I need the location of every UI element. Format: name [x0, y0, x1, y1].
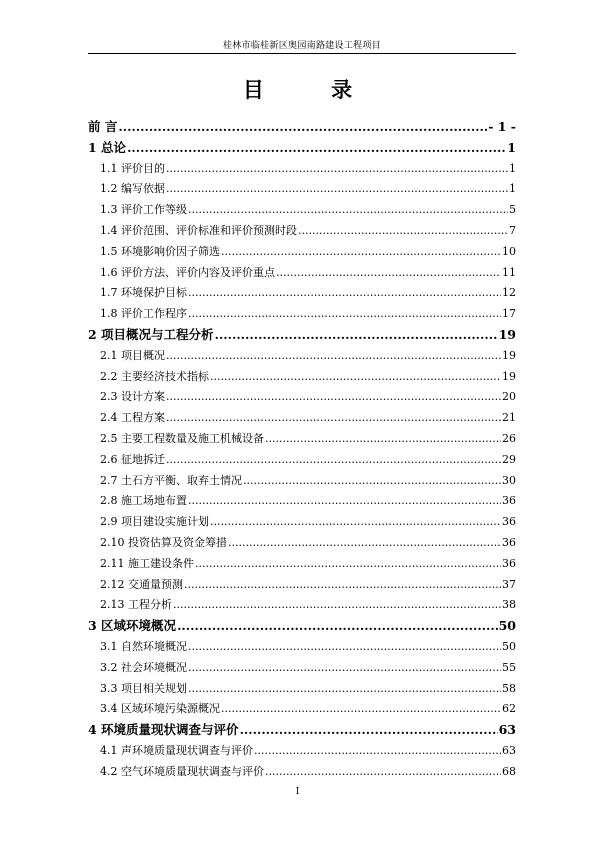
page-title: 目 录 — [242, 77, 383, 102]
toc-entry[interactable] — [88, 179, 516, 200]
toc-entry-title: 2 项目概况与工程分析 — [88, 326, 214, 342]
toc-entry-page: 1 — [509, 182, 516, 196]
toc-leader-dots — [210, 512, 501, 533]
toc-leader-dots — [188, 679, 501, 700]
toc-entry-page: 20 — [502, 390, 516, 404]
toc-entry[interactable] — [88, 554, 516, 575]
toc-entry[interactable] — [88, 263, 516, 284]
toc-leader-dots — [166, 179, 508, 200]
toc-entry-page: 68 — [502, 764, 516, 778]
toc-entry-page: 50 — [498, 618, 516, 634]
toc-entry[interactable] — [88, 346, 516, 367]
page-number: I — [295, 787, 300, 797]
toc-leader-dots — [177, 616, 498, 637]
toc-entry-page: 19 — [502, 369, 516, 383]
toc-entry-page: 29 — [502, 452, 516, 466]
toc-entry[interactable] — [88, 741, 516, 762]
toc-entry-title: 3 区域环境概况 — [88, 618, 177, 634]
toc-entry[interactable] — [88, 575, 516, 596]
toc-entry[interactable] — [88, 637, 516, 658]
toc-leader-dots — [265, 429, 501, 450]
toc-entry-title: 2.7 土石方平衡、取弃土情况 — [100, 473, 242, 487]
toc-entry[interactable] — [88, 699, 516, 720]
toc-entry[interactable] — [88, 491, 516, 512]
toc-entry-title: 1.4 评价范围、评价标准和评价预测时段 — [100, 223, 297, 237]
toc-entry-page: 11 — [502, 265, 516, 279]
toc-entry[interactable] — [88, 616, 516, 637]
toc-entry-page: 7 — [509, 223, 516, 237]
toc-leader-dots — [221, 699, 501, 720]
toc-entry-title: 1.1 评价目的 — [100, 161, 165, 175]
toc-leader-dots — [173, 595, 501, 616]
toc-entry[interactable] — [88, 762, 516, 783]
toc-leader-dots — [188, 304, 501, 325]
toc-leader-dots — [188, 491, 501, 512]
toc-entry[interactable] — [88, 679, 516, 700]
toc-entry[interactable] — [88, 720, 516, 741]
toc-leader-dots — [166, 346, 501, 367]
toc-entry-page: 58 — [502, 681, 516, 695]
toc-entry[interactable] — [88, 200, 516, 221]
toc-entry-title: 3.1 自然环境概况 — [100, 639, 187, 653]
toc-entry-title: 4.1 声环境质量现状调查与评价 — [100, 743, 253, 757]
toc-entry-page: 30 — [502, 473, 516, 487]
toc-entry-title: 前 言 — [88, 119, 118, 134]
toc-leader-dots — [188, 283, 501, 304]
toc-entry-page: 36 — [502, 556, 516, 570]
toc-entry-page: 26 — [502, 431, 516, 445]
toc-entry-page: 38 — [502, 598, 516, 612]
toc-entry-page: 50 — [502, 639, 516, 653]
toc-entry-title: 2.13 工程分析 — [100, 598, 172, 612]
toc-entry-title: 2.11 施工建设条件 — [100, 556, 194, 570]
toc-leader-dots — [184, 575, 501, 596]
toc-entry-page: 37 — [502, 577, 516, 591]
toc-leader-dots — [210, 367, 501, 388]
toc-entry[interactable] — [88, 283, 516, 304]
toc-entry[interactable] — [88, 117, 516, 138]
toc-entry[interactable] — [88, 658, 516, 679]
table-of-contents — [88, 117, 516, 783]
toc-entry[interactable] — [88, 533, 516, 554]
toc-entry[interactable] — [88, 429, 516, 450]
toc-entry[interactable] — [88, 512, 516, 533]
toc-entry[interactable] — [88, 221, 516, 242]
toc-entry-page: 62 — [502, 702, 516, 716]
toc-entry-title: 4 环境质量现状调查与评价 — [88, 722, 239, 738]
toc-entry-page: 1 — [507, 139, 516, 155]
toc-entry-title: 2.10 投资估算及资金筹措 — [100, 535, 227, 549]
toc-entry[interactable] — [88, 367, 516, 388]
toc-entry[interactable] — [88, 159, 516, 180]
toc-entry-title: 2.5 主要工程数量及施工机械设备 — [100, 431, 264, 445]
toc-leader-dots — [188, 637, 501, 658]
toc-entry-title: 3.3 项目相关规划 — [100, 681, 187, 695]
toc-entry[interactable] — [88, 138, 516, 159]
toc-entry-title: 1.7 环境保护目标 — [100, 286, 187, 300]
toc-entry-title: 1.5 环境影响价因子筛选 — [100, 244, 220, 258]
toc-leader-dots — [188, 200, 508, 221]
toc-leader-dots — [221, 242, 501, 263]
toc-entry-page: 36 — [502, 515, 516, 529]
toc-leader-dots — [240, 720, 498, 741]
toc-leader-dots — [215, 325, 498, 346]
toc-entry[interactable] — [88, 408, 516, 429]
toc-entry-page: 55 — [502, 660, 516, 674]
toc-leader-dots — [228, 533, 501, 554]
toc-leader-dots — [166, 159, 508, 180]
toc-leader-dots — [166, 387, 501, 408]
toc-leader-dots — [243, 471, 501, 492]
running-header: 桂林市临桂新区奥园南路建设工程项目 — [222, 41, 382, 51]
toc-entry-page: 12 — [502, 286, 516, 300]
toc-entry[interactable] — [88, 595, 516, 616]
toc-leader-dots — [254, 741, 501, 762]
toc-entry-title: 4.2 空气环境质量现状调查与评价 — [100, 764, 264, 778]
toc-entry-page: 36 — [502, 494, 516, 508]
toc-entry[interactable] — [88, 325, 516, 346]
toc-leader-dots — [265, 762, 501, 783]
toc-entry-page: 63 — [502, 743, 516, 757]
toc-entry-title: 2.9 项目建设实施计划 — [100, 515, 209, 529]
toc-entry-title: 2.6 征地拆迁 — [100, 452, 165, 466]
toc-leader-dots — [166, 408, 501, 429]
toc-entry-title: 1 总论 — [88, 139, 127, 155]
toc-entry-title: 1.3 评价工作等级 — [100, 203, 187, 217]
toc-entry-title: 1.8 评价工作程序 — [100, 307, 187, 321]
toc-entry-page: 36 — [502, 535, 516, 549]
toc-entry-title: 2.8 施工场地布置 — [100, 494, 187, 508]
toc-leader-dots — [298, 221, 508, 242]
toc-entry-page: - 1 - — [488, 119, 516, 134]
toc-entry-title: 3.2 社会环境概况 — [100, 660, 187, 674]
toc-entry-title: 3.4 区域环境污染源概况 — [100, 702, 220, 716]
toc-leader-dots — [276, 263, 501, 284]
toc-entry-page: 5 — [509, 203, 516, 217]
toc-entry[interactable] — [88, 304, 516, 325]
toc-entry[interactable] — [88, 471, 516, 492]
toc-entry[interactable] — [88, 450, 516, 471]
toc-entry-page: 63 — [498, 722, 516, 738]
toc-entry-page: 17 — [502, 307, 516, 321]
toc-entry-page: 1 — [509, 161, 516, 175]
toc-entry[interactable] — [88, 387, 516, 408]
toc-entry-page: 19 — [502, 348, 516, 362]
toc-entry-title: 1.2 编写依据 — [100, 182, 165, 196]
toc-entry-title: 2.3 设计方案 — [100, 390, 165, 404]
toc-entry-title: 1.6 评价方法、评价内容及评价重点 — [100, 265, 275, 279]
toc-entry-page: 19 — [498, 326, 516, 342]
toc-leader-dots — [166, 450, 501, 471]
toc-leader-dots — [195, 554, 501, 575]
toc-leader-dots — [118, 117, 487, 138]
toc-leader-dots — [127, 138, 506, 159]
header-rule — [88, 53, 516, 54]
toc-entry-title: 2.2 主要经济技术指标 — [100, 369, 209, 383]
toc-leader-dots — [188, 658, 501, 679]
toc-entry[interactable] — [88, 242, 516, 263]
toc-entry-title: 2.1 项目概况 — [100, 348, 165, 362]
toc-entry-page: 21 — [502, 411, 516, 425]
toc-entry-page: 10 — [502, 244, 516, 258]
toc-entry-title: 2.4 工程方案 — [100, 411, 165, 425]
toc-entry-title: 2.12 交通量预测 — [100, 577, 183, 591]
